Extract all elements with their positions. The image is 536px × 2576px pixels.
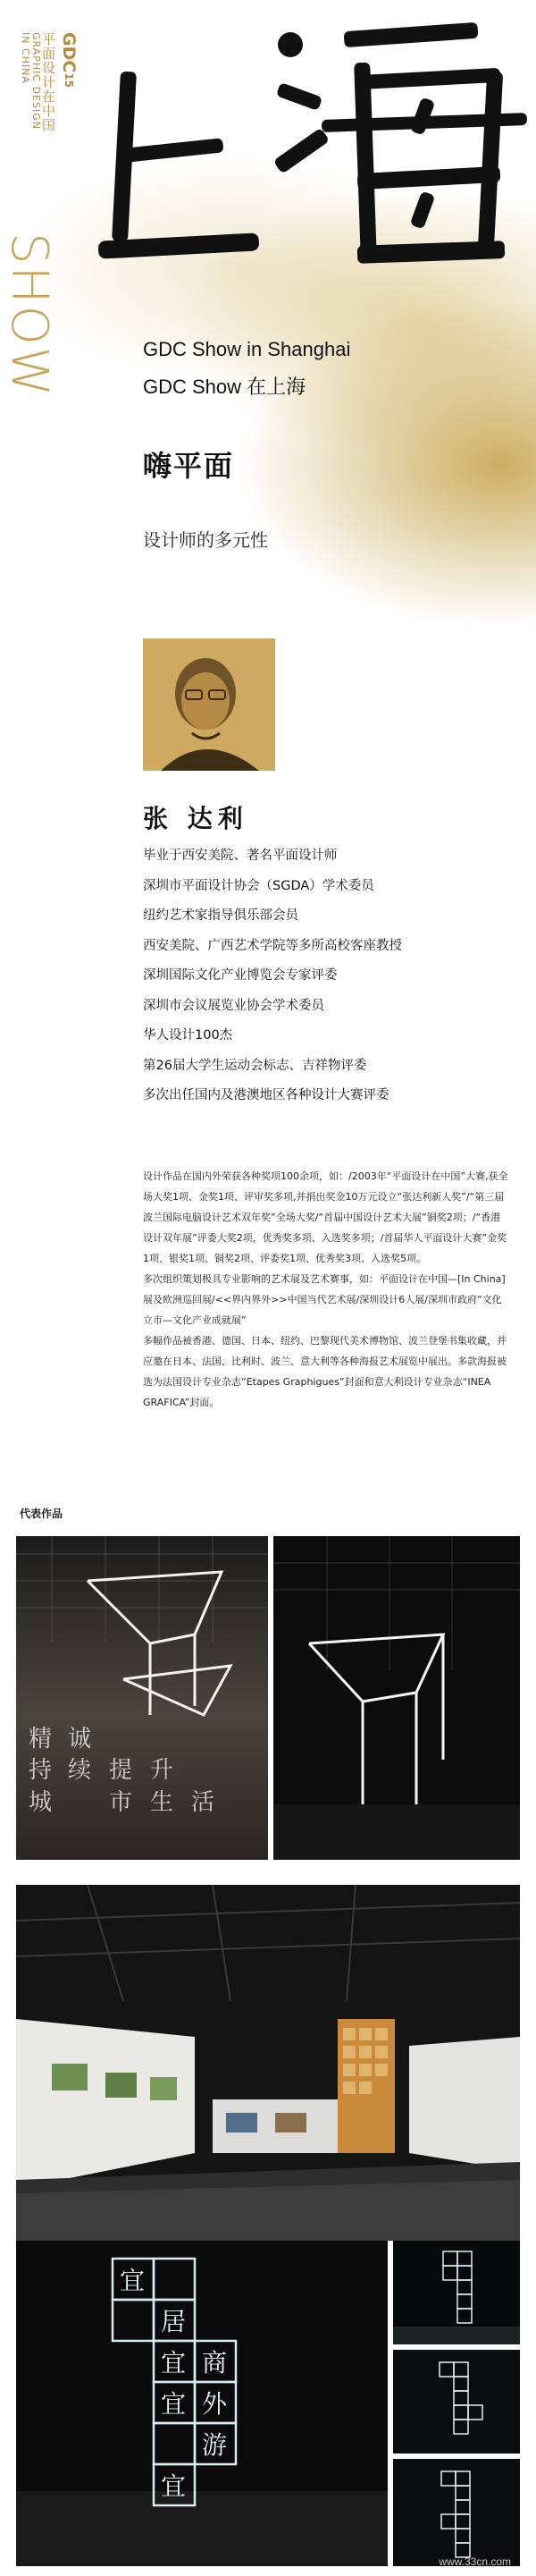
photo1-char: 诚 <box>68 1726 92 1753</box>
designer-title-item: 多次出任国内及港澳地区各种设计大赛评委 <box>143 1088 389 1102</box>
designer-title-item: 华人设计100杰 <box>143 1028 233 1043</box>
photo4-char: 宜 <box>161 2389 187 2419</box>
photo1-char: 续 <box>68 1757 92 1784</box>
designer-portrait <box>143 638 275 771</box>
designer-title-item: 毕业于西安美院、著名平面设计师 <box>143 849 338 863</box>
section-subtitle: 设计师的多元性 <box>143 529 268 551</box>
calligraphy-shanghai-artwork <box>89 9 536 304</box>
photo4-char: 外 <box>202 2389 228 2419</box>
series-en-line-1: GRAPHIC DESIGN <box>30 32 42 130</box>
work-photo-light-tower <box>16 2241 388 2566</box>
works-label: 代表作品 <box>20 1508 63 1520</box>
gdc-logo-text: GDC <box>59 32 79 73</box>
photo1-char: 持 <box>29 1757 53 1784</box>
series-title-cn: 平面设计在中国 <box>40 32 56 132</box>
photo1-char: 精 <box>29 1726 53 1753</box>
photo1-char: 升 <box>150 1757 174 1784</box>
photo4-char: 商 <box>202 2348 228 2378</box>
designer-title-item: 深圳市会议展览业协会学术委员 <box>143 998 324 1013</box>
designer-title-item: 深圳市平面设计协会（SGDA）学术委员 <box>143 878 374 893</box>
designer-titles-list <box>143 846 500 1116</box>
work-photo-exhibition-hall <box>16 1885 520 2241</box>
bio-paragraph-collections: 多幅作品被香港、德国、日本、纽约、巴黎现代美术博物馆、波兰登堡书集收藏，并应邀在日本、法国、比利时、波兰、意大利等各种海报艺术展览中展出。多款海报被选为法国设计专业杂志“Etapes Graphigues”封面和意大利设计专业杂志“INEA GRAFICA”封面。 <box>143 1335 507 1408</box>
work-photo-thumb-3 <box>393 2459 520 2566</box>
bio-paragraph-exhibitions: 多次组织策划极具专业影响的艺术展及艺术赛事，如：平面设计在中国—[In China]展及欧洲巡回展/<<界内界外>>中国当代艺术展/深圳设计6人展/深圳市政府“文化立市—文化产业成就展” <box>143 1273 506 1326</box>
designer-title-item: 纽约艺术家指导俱乐部会员 <box>143 908 298 923</box>
designer-title-item: 西安美院、广西艺术学院等多所高校客座教授 <box>143 938 402 953</box>
photo4-char: 居 <box>161 2307 187 2336</box>
work-photo-installation-1 <box>16 1536 268 1860</box>
designer-bio <box>143 1166 509 1413</box>
gdc-logo <box>59 32 79 88</box>
photo1-char: 提 <box>109 1757 133 1784</box>
photo4-char: 宜 <box>161 2471 187 2501</box>
show-vertical-word: SHOW <box>0 232 58 399</box>
photo1-char: 生 <box>150 1789 174 1816</box>
photo4-char: 宜 <box>120 2266 146 2295</box>
series-en-line-2: IN CHINA <box>20 32 31 84</box>
show-title-en: GDC Show in Shanghai <box>143 338 351 360</box>
photo4-char: 宜 <box>161 2348 187 2378</box>
designer-name: 张 达利 <box>143 804 248 833</box>
photo1-char: 市 <box>109 1789 133 1816</box>
series-title-en <box>20 32 41 130</box>
designer-title-item: 第26届大学生运动会标志、吉祥物评委 <box>143 1058 367 1073</box>
bio-paragraph-awards: 设计作品在国内外荣获各种奖项100余项，如：/2003年“平面设计在中国”大赛,获全场大奖1项、金奖1项、评审奖多项,并捐出奖金10万元设立“张达利新人奖”/“第三届波兰国际电脑设计艺术双年奖”全场大奖/“首届中国设计艺术大展”铜奖2项；/“香港设计双年展”评委大奖2项，优秀奖多项、入选奖多项；/首届华人平面设计大赛”金奖1项、银奖1项、铜奖2项、评委奖1项、优秀奖3项、入选奖5项。 <box>143 1170 508 1264</box>
photo1-char: 城 <box>29 1789 53 1816</box>
photo1-char: 活 <box>191 1789 215 1816</box>
designer-title-item: 深圳国际文化产业博览会专家评委 <box>143 968 338 983</box>
work-photo-installation-2 <box>273 1536 520 1860</box>
photo4-char: 游 <box>202 2430 228 2460</box>
section-title: 嗨平面 <box>143 449 235 483</box>
gdc-logo-number: 15 <box>63 72 75 89</box>
work-photo-thumb-1 <box>393 2241 520 2344</box>
show-title-cn: GDC Show 在上海 <box>143 376 306 398</box>
site-watermark: www.33cn.com <box>439 2555 511 2568</box>
work-photo-thumb-2 <box>393 2350 520 2454</box>
